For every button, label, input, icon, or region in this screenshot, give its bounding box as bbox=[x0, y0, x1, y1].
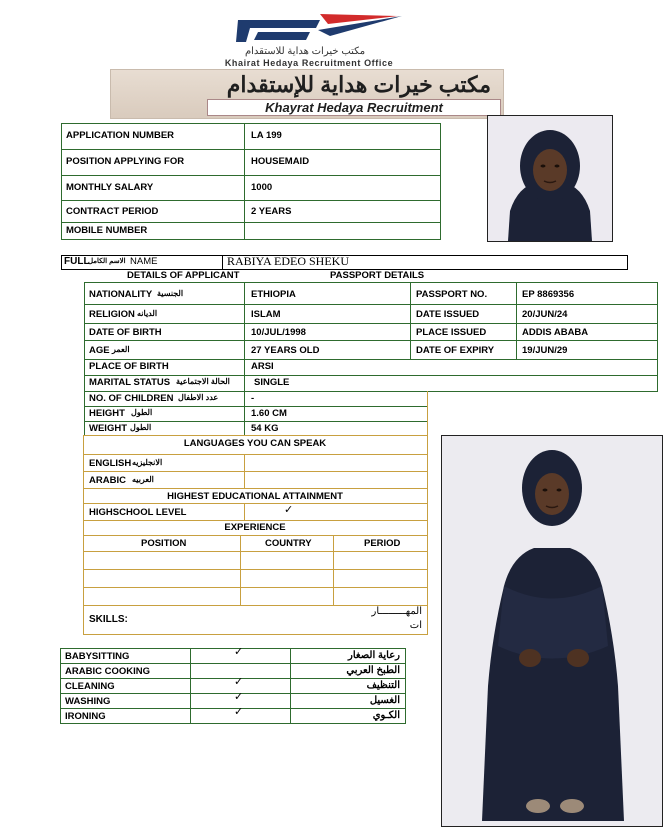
nationality-value: ETHIOPIA bbox=[251, 289, 296, 300]
logo-graphic bbox=[170, 6, 450, 46]
skill-ironing-label: IRONING bbox=[65, 711, 106, 722]
height-label: HEIGHT bbox=[89, 408, 125, 419]
arabic-label: ARABIC bbox=[89, 475, 126, 486]
banner-english-text: Khayrat Hedaya Recruitment bbox=[207, 99, 501, 116]
pob-value: ARSI bbox=[251, 361, 274, 372]
skill-cleaning-arabic: التنظيف bbox=[366, 680, 400, 691]
height-value: 1.60 CM bbox=[251, 408, 287, 419]
passport-section-title: PASSPORT DETAILS bbox=[330, 270, 425, 281]
passport-no-label: PASSPORT NO. bbox=[416, 289, 488, 300]
company-banner bbox=[110, 69, 504, 119]
banner-arabic-text: مكتب خيرات هداية للإستقدام bbox=[226, 72, 491, 97]
place-issued-value: ADDIS ABABA bbox=[522, 327, 589, 338]
logo-arabic-text: مكتب خيرات هداية للاستقدام bbox=[244, 46, 366, 57]
applicant-portrait-photo bbox=[487, 115, 613, 242]
education-check-icon: ✓ bbox=[284, 504, 294, 516]
marital-label: MARITAL STATUS bbox=[89, 377, 171, 388]
skill-cleaning-check-icon: ✓ bbox=[234, 676, 244, 688]
position-label: POSITION APPLYING FOR bbox=[66, 156, 185, 167]
skill-washing-label: WASHING bbox=[65, 696, 111, 707]
religion-arabic: الديانه bbox=[137, 309, 158, 318]
children-value: - bbox=[251, 393, 255, 404]
skill-washing-arabic: الغسيل bbox=[369, 695, 400, 706]
experience-period-header: PERIOD bbox=[364, 538, 401, 549]
weight-arabic: الطول bbox=[130, 423, 152, 432]
marital-arabic: الحالة الاجتماعية bbox=[176, 377, 230, 386]
age-value: 27 YEARS OLD bbox=[251, 345, 320, 356]
children-arabic: عدد الاطفال bbox=[178, 393, 219, 402]
religion-value: ISLAM bbox=[251, 309, 281, 320]
dob-value: 10/JUL/1998 bbox=[251, 327, 306, 338]
english-label: ENGLISH bbox=[89, 458, 132, 469]
marital-value: SINGLE bbox=[254, 377, 290, 388]
position-value: HOUSEMAID bbox=[251, 156, 310, 167]
expiry-label: DATE OF EXPIRY bbox=[416, 345, 495, 356]
age-label: AGE bbox=[89, 345, 110, 356]
contract-value: 2 YEARS bbox=[251, 206, 292, 217]
applicant-fullbody-photo bbox=[441, 435, 663, 827]
arabic-arabic: العربيه bbox=[132, 475, 154, 484]
logo-english-text: Khairat Hedaya Recruitment Office bbox=[224, 58, 394, 68]
application-number-label: APPLICATION NUMBER bbox=[66, 130, 175, 141]
mobile-label: MOBILE NUMBER bbox=[66, 225, 148, 236]
education-level: HIGHSCHOOL LEVEL bbox=[89, 507, 187, 518]
skill-arabic-cooking-label: ARABIC COOKING bbox=[65, 666, 150, 677]
skills-arabic-line2: ات bbox=[409, 620, 422, 631]
skills-label: SKILLS: bbox=[89, 614, 128, 625]
religion-label: RELIGION bbox=[89, 309, 135, 320]
fullname-label-prefix: FULL bbox=[64, 256, 90, 267]
date-issued-value: 20/JUN/24 bbox=[522, 309, 568, 320]
english-arabic: الانجليزيه bbox=[132, 458, 163, 467]
contract-label: CONTRACT PERIOD bbox=[66, 206, 159, 217]
skill-babysitting-arabic: رعاية الصغار bbox=[348, 650, 400, 661]
dob-label: DATE OF BIRTH bbox=[89, 327, 162, 338]
skill-ironing-check-icon: ✓ bbox=[234, 706, 244, 718]
passport-no-value: EP 8869356 bbox=[522, 289, 575, 300]
children-label: NO. OF CHILDREN bbox=[89, 393, 174, 404]
fullname-value: RABIYA EDEO SHEKU bbox=[227, 254, 350, 268]
expiry-value: 19/JUN/29 bbox=[522, 345, 568, 356]
skills-arabic-line1: المهـــــــــار bbox=[371, 606, 422, 617]
nationality-arabic: الجنسية bbox=[157, 289, 184, 298]
nationality-label: NATIONALITY bbox=[89, 289, 153, 300]
skill-babysitting-label: BABYSITTING bbox=[65, 651, 130, 662]
salary-value: 1000 bbox=[251, 182, 273, 193]
languages-title: LANGUAGES YOU CAN SPEAK bbox=[183, 438, 327, 449]
experience-position-header: POSITION bbox=[141, 538, 187, 549]
place-issued-label: PLACE ISSUED bbox=[416, 327, 487, 338]
skill-babysitting-check-icon: ✓ bbox=[234, 646, 244, 658]
skill-ironing-arabic: الكـوي bbox=[372, 710, 400, 721]
weight-value: 54 KG bbox=[251, 423, 279, 434]
height-arabic: الطول bbox=[131, 408, 153, 417]
company-logo bbox=[170, 6, 450, 68]
fullname-label-arabic: الاسم الكامل bbox=[88, 258, 126, 265]
salary-label: MONTHLY SALARY bbox=[66, 182, 154, 193]
experience-title: EXPERIENCE bbox=[224, 522, 286, 533]
weight-label: WEIGHT bbox=[89, 423, 127, 434]
skill-washing-check-icon: ✓ bbox=[234, 691, 244, 703]
application-number-value: LA 199 bbox=[251, 130, 282, 141]
date-issued-label: DATE ISSUED bbox=[416, 309, 480, 320]
details-section-title: DETAILS OF APPLICANT bbox=[127, 270, 240, 281]
experience-country-header: COUNTRY bbox=[265, 538, 312, 549]
age-arabic: العمر bbox=[112, 345, 130, 354]
skill-cleaning-label: CLEANING bbox=[65, 681, 115, 692]
education-title: HIGHEST EDUCATIONAL ATTAINMENT bbox=[167, 491, 343, 502]
skill-arabic-cooking-arabic: الطبخ العربي bbox=[346, 665, 400, 676]
fullname-label-suffix: NAME bbox=[130, 256, 158, 267]
pob-label: PLACE OF BIRTH bbox=[89, 361, 169, 372]
